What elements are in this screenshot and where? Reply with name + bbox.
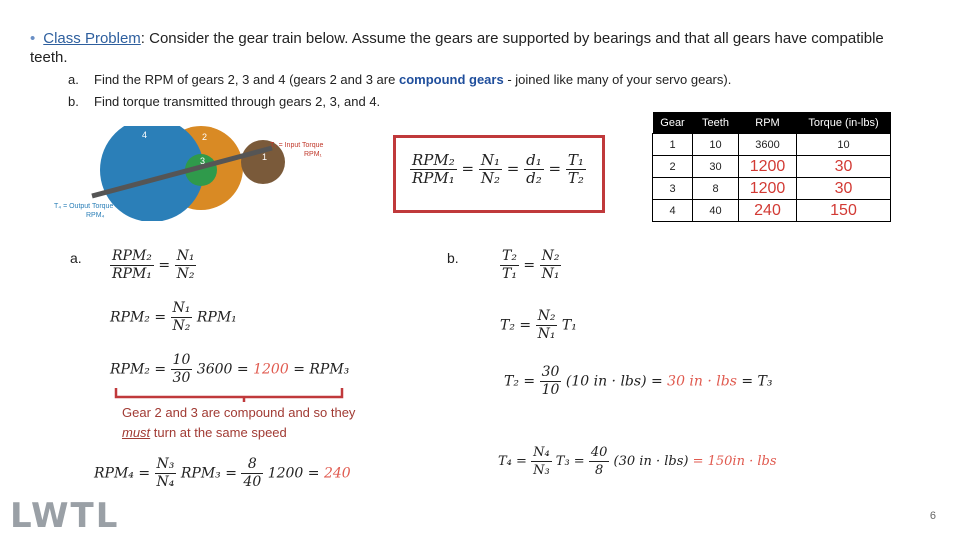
subitem-a-label: a.	[68, 72, 79, 87]
subitem-b	[68, 93, 380, 111]
table-row	[653, 156, 891, 178]
part-b-eq2: T₂ = $\frac{\text{N₂}}{\text{N₁}}$ T₁	[500, 308, 577, 342]
table-cell: 4	[653, 200, 693, 222]
gear-2-label: 2	[202, 132, 208, 142]
table-header-row	[653, 112, 891, 134]
gear-train-diagram	[52, 126, 342, 221]
compound-gears-term: compound gears	[398, 72, 504, 87]
table-cell: 1200	[739, 178, 797, 200]
table-cell: 150	[797, 200, 891, 222]
subitem-a-text: Find the RPM of gears 2, 3 and 4 (gears 2 and 3 are	[94, 72, 399, 87]
table-cell: 3	[653, 178, 693, 200]
table-cell: 10	[693, 134, 739, 156]
input-torque-label: T₁ = Input Torque	[270, 142, 324, 149]
table-cell: 10	[797, 134, 891, 156]
part-b-eq3: T₂ = $\frac{30}{10}$ (10 in · lbs) = 30 in · lbs = T₃	[504, 364, 773, 398]
compound-note	[122, 403, 355, 443]
subitem-a	[68, 71, 731, 89]
table-row	[653, 200, 891, 222]
gear-3-label: 3	[200, 156, 206, 166]
problem-text: : Consider the gear train below. Assume the gears are supported by bearings and that all gears have compatible teeth.	[30, 30, 884, 66]
part-b-eq4: T₄ = $\frac{\text{N₄}}{\text{N₃}}$ T₃ = $\frac{40}{8}$ (30 in · lbs) = 150in · lbs	[498, 445, 777, 478]
part-a-eq3: RPM₂ = $\frac{10}{30}$ 3600 = 1200 = RPM₃	[110, 352, 350, 386]
part-a-eq2: RPM₂ = $\frac{\text{N₁}}{\text{N₂}}$ RPM₁	[110, 300, 237, 334]
part-a-eq4: RPM₄ = $\frac{\text{N₃}}{\text{N₄}}$ RPM₃ = $\frac{8}{40}$ 1200 = 240	[94, 456, 351, 490]
part-b-eq1: $\frac{\text{T₂}}{\text{T₁}}$ = $\frac{\text{N₂}}{\text{N₁}}$	[502, 248, 560, 282]
table-cell: 1200	[739, 156, 797, 178]
part-b-label: b.	[447, 250, 459, 266]
table-cell: 240	[739, 200, 797, 222]
part-a-label: a.	[70, 250, 82, 266]
table-header: Gear	[653, 112, 693, 134]
table-cell: 8	[693, 178, 739, 200]
table-cell: 30	[693, 156, 739, 178]
output-rpm-label: RPM₄	[86, 212, 105, 219]
bullet-icon: •	[30, 30, 36, 47]
subitem-a-text-end: - joined like many of your servo gears).	[503, 72, 732, 87]
table-header: Teeth	[693, 112, 739, 134]
gear-ratio-formula-box	[393, 135, 605, 213]
subitem-b-label: b.	[68, 94, 79, 109]
table-row	[653, 178, 891, 200]
table-cell: 40	[693, 200, 739, 222]
table-header: RPM	[739, 112, 797, 134]
class-problem-link[interactable]: Class Problem	[43, 30, 141, 47]
compound-note-line1: Gear 2 and 3 are compound and so they	[122, 405, 356, 420]
output-torque-label: T₄ = Output Torque	[54, 203, 114, 210]
part-a-eq1: $\frac{\text{RPM₂}}{\text{RPM₁}}$ = $\frac{\text{N₁}}{\text{N₂}}$	[112, 248, 195, 282]
table-cell: 30	[797, 178, 891, 200]
gear-table	[652, 112, 891, 222]
gear-ratio-formula: $\frac{\text{RPM₂}}{\text{RPM₁}}$ = $\frac{\text{N₁}}{\text{N₂}}$ = $\frac{\text{d₁}}{\text{d₂}}$ = $\frac{\text{T₁}}{\text{T₂}}$	[412, 151, 584, 187]
subitem-b-text: Find torque transmitted through gears 2, 3, and 4.	[94, 94, 381, 109]
table-cell: 3600	[739, 134, 797, 156]
gear-4-label: 4	[142, 130, 148, 140]
page-number: 6	[929, 510, 936, 522]
table-cell: 1	[653, 134, 693, 156]
gear-1-label: 1	[262, 152, 268, 162]
input-rpm-label: RPM₁	[304, 151, 322, 158]
table-cell: 2	[653, 156, 693, 178]
problem-statement	[30, 29, 910, 67]
lwtl-logo: LWTL	[10, 496, 120, 536]
table-cell: 30	[797, 156, 891, 178]
table-row	[653, 134, 891, 156]
compound-bracket	[114, 388, 346, 404]
table-header: Torque (in-lbs)	[797, 112, 891, 134]
compound-note-line2: must turn at the same speed	[122, 425, 287, 440]
